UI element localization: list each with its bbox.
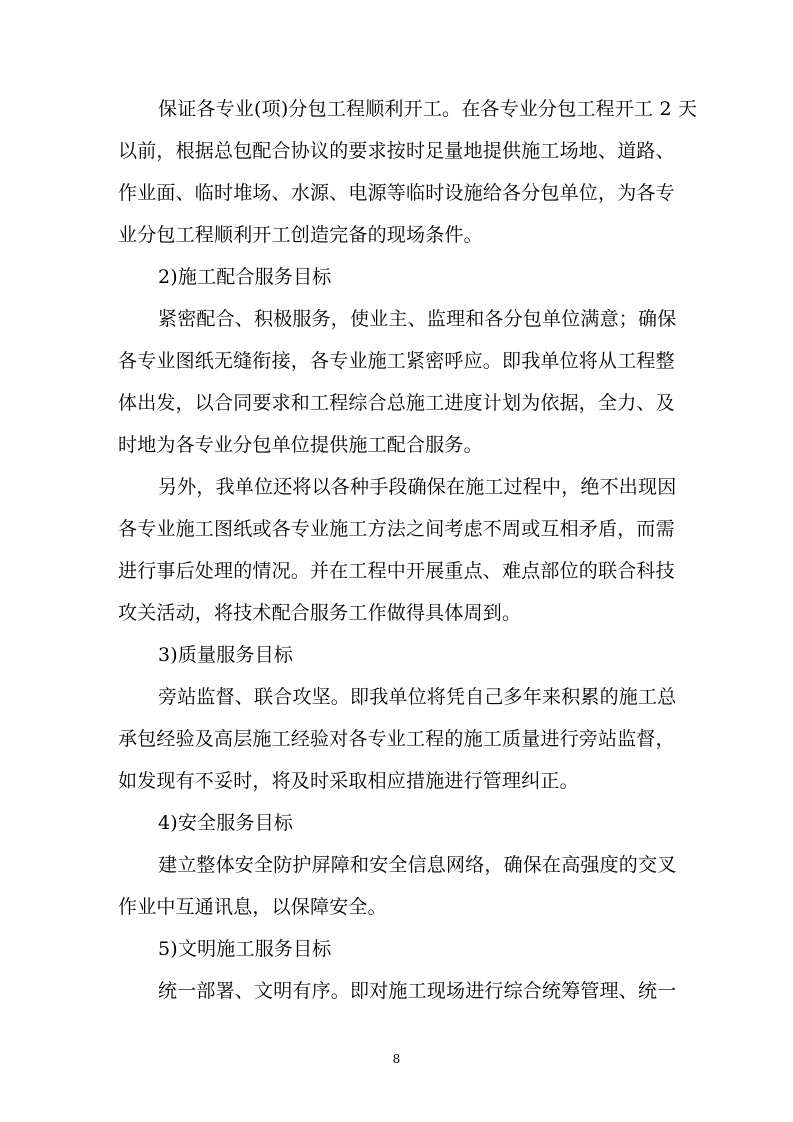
paragraph-line: 建立整体安全防护屏障和安全信息网络，确保在高强度的交叉 [158,854,677,876]
paragraph-line: 以前，根据总包配合协议的要求按时足量地提供施工场地、道路、 [118,140,675,162]
section-heading: 2)施工配合服务目标 [158,266,332,288]
paragraph-line: 体出发，以合同要求和工程综合总施工进度计划为依据，全力、及 [118,392,675,414]
paragraph-line: 作业中互通讯息，以保障安全。 [118,896,387,918]
paragraph-line: 进行事后处理的情况。并在工程中开展重点、难点部位的联合科技 [118,560,675,582]
paragraph-line: 作业面、临时堆场、水源、电源等临时设施给各分包单位，为各专 [118,182,675,204]
paragraph-line: 保证各专业(项)分包工程顺利开工。在各专业分包工程开工 2 天 [158,98,698,120]
page-number: 8 [392,1052,401,1066]
section-heading: 4)安全服务目标 [158,812,294,834]
paragraph-line: 如发现有不妥时，将及时采取相应措施进行管理纠正。 [118,770,579,792]
paragraph-line: 紧密配合、积极服务，使业主、监理和各分包单位满意；确保 [158,308,677,330]
paragraph-line: 各专业施工图纸或各专业施工方法之间考虑不周或互相矛盾，而需 [118,518,675,540]
paragraph-line: 业分包工程顺利开工创造完备的现场条件。 [118,224,483,246]
paragraph-line: 时地为各专业分包单位提供施工配合服务。 [118,434,483,456]
paragraph-line: 承包经验及高层施工经验对各专业工程的施工质量进行旁站监督， [118,728,675,750]
section-heading: 5)文明施工服务目标 [158,938,332,960]
paragraph-line: 另外，我单位还将以各种手段确保在施工过程中，绝不出现因 [158,476,677,498]
paragraph-line: 统一部署、文明有序。即对施工现场进行综合统筹管理、统一 [158,980,677,1002]
section-heading: 3)质量服务目标 [158,644,294,666]
paragraph-line: 攻关活动，将技术配合服务工作做得具体周到。 [118,602,522,624]
paragraph-line: 各专业图纸无缝衔接，各专业施工紧密呼应。即我单位将从工程整 [118,350,675,372]
paragraph-line: 旁站监督、联合攻坚。即我单位将凭自己多年来积累的施工总 [158,686,677,708]
